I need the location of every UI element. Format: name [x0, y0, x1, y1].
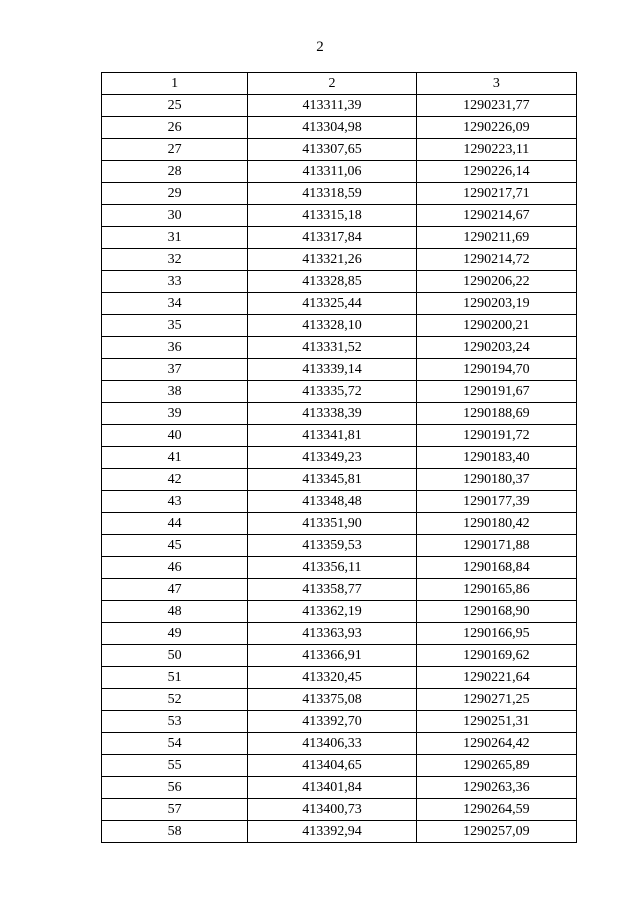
x-coordinate-cell: 413392,94	[248, 821, 416, 843]
point-number-cell: 32	[102, 249, 248, 271]
table-row	[102, 535, 577, 557]
x-coordinate-cell: 413356,11	[248, 557, 416, 579]
table-row	[102, 799, 577, 821]
header-cell-1: 1	[102, 73, 248, 95]
table-body	[102, 73, 577, 843]
table-row	[102, 315, 577, 337]
y-coordinate-cell: 1290166,95	[416, 623, 576, 645]
x-coordinate-cell: 413392,70	[248, 711, 416, 733]
y-coordinate-cell: 1290194,70	[416, 359, 576, 381]
x-coordinate-cell: 413406,33	[248, 733, 416, 755]
table-header-row	[102, 73, 577, 95]
y-coordinate-cell: 1290165,86	[416, 579, 576, 601]
point-number-cell: 37	[102, 359, 248, 381]
x-coordinate-cell: 413304,98	[248, 117, 416, 139]
table-row	[102, 359, 577, 381]
x-coordinate-cell: 413348,48	[248, 491, 416, 513]
x-coordinate-cell: 413349,23	[248, 447, 416, 469]
table-row	[102, 161, 577, 183]
point-number-cell: 45	[102, 535, 248, 557]
y-coordinate-cell: 1290263,36	[416, 777, 576, 799]
y-coordinate-cell: 1290265,89	[416, 755, 576, 777]
point-number-cell: 46	[102, 557, 248, 579]
y-coordinate-cell: 1290203,24	[416, 337, 576, 359]
table-row	[102, 755, 577, 777]
x-coordinate-cell: 413328,85	[248, 271, 416, 293]
table-row	[102, 117, 577, 139]
point-number-cell: 38	[102, 381, 248, 403]
point-number-cell: 47	[102, 579, 248, 601]
table-row	[102, 601, 577, 623]
x-coordinate-cell: 413307,65	[248, 139, 416, 161]
x-coordinate-cell: 413320,45	[248, 667, 416, 689]
y-coordinate-cell: 1290177,39	[416, 491, 576, 513]
y-coordinate-cell: 1290191,67	[416, 381, 576, 403]
x-coordinate-cell: 413325,44	[248, 293, 416, 315]
y-coordinate-cell: 1290180,42	[416, 513, 576, 535]
table-row	[102, 139, 577, 161]
y-coordinate-cell: 1290169,62	[416, 645, 576, 667]
y-coordinate-cell: 1290211,69	[416, 227, 576, 249]
point-number-cell: 51	[102, 667, 248, 689]
point-number-cell: 53	[102, 711, 248, 733]
header-cell-3: 3	[416, 73, 576, 95]
y-coordinate-cell: 1290171,88	[416, 535, 576, 557]
page-number: 2	[316, 39, 324, 55]
x-coordinate-cell: 413328,10	[248, 315, 416, 337]
x-coordinate-cell: 413339,14	[248, 359, 416, 381]
y-coordinate-cell: 1290223,11	[416, 139, 576, 161]
table-row	[102, 293, 577, 315]
table-row	[102, 557, 577, 579]
x-coordinate-cell: 413351,90	[248, 513, 416, 535]
y-coordinate-cell: 1290217,71	[416, 183, 576, 205]
x-coordinate-cell: 413318,59	[248, 183, 416, 205]
y-coordinate-cell: 1290203,19	[416, 293, 576, 315]
table-row	[102, 183, 577, 205]
point-number-cell: 34	[102, 293, 248, 315]
table-row	[102, 733, 577, 755]
point-number-cell: 35	[102, 315, 248, 337]
x-coordinate-cell: 413366,91	[248, 645, 416, 667]
x-coordinate-cell: 413404,65	[248, 755, 416, 777]
point-number-cell: 55	[102, 755, 248, 777]
point-number-cell: 43	[102, 491, 248, 513]
table-row	[102, 623, 577, 645]
table-row	[102, 205, 577, 227]
y-coordinate-cell: 1290226,09	[416, 117, 576, 139]
y-coordinate-cell: 1290200,21	[416, 315, 576, 337]
y-coordinate-cell: 1290257,09	[416, 821, 576, 843]
table-row	[102, 337, 577, 359]
y-coordinate-cell: 1290183,40	[416, 447, 576, 469]
x-coordinate-cell: 413341,81	[248, 425, 416, 447]
y-coordinate-cell: 1290231,77	[416, 95, 576, 117]
x-coordinate-cell: 413321,26	[248, 249, 416, 271]
coordinates-table	[101, 72, 577, 843]
table-row	[102, 271, 577, 293]
table-row	[102, 469, 577, 491]
y-coordinate-cell: 1290264,59	[416, 799, 576, 821]
point-number-cell: 39	[102, 403, 248, 425]
x-coordinate-cell: 413401,84	[248, 777, 416, 799]
x-coordinate-cell: 413362,19	[248, 601, 416, 623]
y-coordinate-cell: 1290251,31	[416, 711, 576, 733]
point-number-cell: 36	[102, 337, 248, 359]
y-coordinate-cell: 1290168,84	[416, 557, 576, 579]
point-number-cell: 56	[102, 777, 248, 799]
point-number-cell: 57	[102, 799, 248, 821]
x-coordinate-cell: 413363,93	[248, 623, 416, 645]
x-coordinate-cell: 413400,73	[248, 799, 416, 821]
table-row	[102, 777, 577, 799]
point-number-cell: 33	[102, 271, 248, 293]
x-coordinate-cell: 413311,39	[248, 95, 416, 117]
point-number-cell: 58	[102, 821, 248, 843]
table-row	[102, 579, 577, 601]
table-row	[102, 491, 577, 513]
point-number-cell: 54	[102, 733, 248, 755]
x-coordinate-cell: 413317,84	[248, 227, 416, 249]
point-number-cell: 44	[102, 513, 248, 535]
point-number-cell: 28	[102, 161, 248, 183]
point-number-cell: 41	[102, 447, 248, 469]
table-row	[102, 447, 577, 469]
x-coordinate-cell: 413358,77	[248, 579, 416, 601]
table-row	[102, 513, 577, 535]
table-row	[102, 667, 577, 689]
table-row	[102, 381, 577, 403]
table-row	[102, 95, 577, 117]
point-number-cell: 48	[102, 601, 248, 623]
x-coordinate-cell: 413359,53	[248, 535, 416, 557]
point-number-cell: 26	[102, 117, 248, 139]
y-coordinate-cell: 1290271,25	[416, 689, 576, 711]
table-row	[102, 689, 577, 711]
x-coordinate-cell: 413331,52	[248, 337, 416, 359]
point-number-cell: 52	[102, 689, 248, 711]
y-coordinate-cell: 1290180,37	[416, 469, 576, 491]
y-coordinate-cell: 1290188,69	[416, 403, 576, 425]
x-coordinate-cell: 413375,08	[248, 689, 416, 711]
point-number-cell: 31	[102, 227, 248, 249]
y-coordinate-cell: 1290214,67	[416, 205, 576, 227]
point-number-cell: 25	[102, 95, 248, 117]
table-row	[102, 227, 577, 249]
y-coordinate-cell: 1290264,42	[416, 733, 576, 755]
y-coordinate-cell: 1290191,72	[416, 425, 576, 447]
x-coordinate-cell: 413315,18	[248, 205, 416, 227]
header-cell-2: 2	[248, 73, 416, 95]
point-number-cell: 40	[102, 425, 248, 447]
y-coordinate-cell: 1290226,14	[416, 161, 576, 183]
y-coordinate-cell: 1290214,72	[416, 249, 576, 271]
point-number-cell: 50	[102, 645, 248, 667]
table-row	[102, 645, 577, 667]
x-coordinate-cell: 413345,81	[248, 469, 416, 491]
table-row	[102, 403, 577, 425]
y-coordinate-cell: 1290221,64	[416, 667, 576, 689]
table-row	[102, 425, 577, 447]
point-number-cell: 27	[102, 139, 248, 161]
point-number-cell: 49	[102, 623, 248, 645]
x-coordinate-cell: 413338,39	[248, 403, 416, 425]
y-coordinate-cell: 1290206,22	[416, 271, 576, 293]
point-number-cell: 29	[102, 183, 248, 205]
x-coordinate-cell: 413335,72	[248, 381, 416, 403]
table-row	[102, 711, 577, 733]
point-number-cell: 30	[102, 205, 248, 227]
table-row	[102, 821, 577, 843]
table-row	[102, 249, 577, 271]
point-number-cell: 42	[102, 469, 248, 491]
y-coordinate-cell: 1290168,90	[416, 601, 576, 623]
x-coordinate-cell: 413311,06	[248, 161, 416, 183]
